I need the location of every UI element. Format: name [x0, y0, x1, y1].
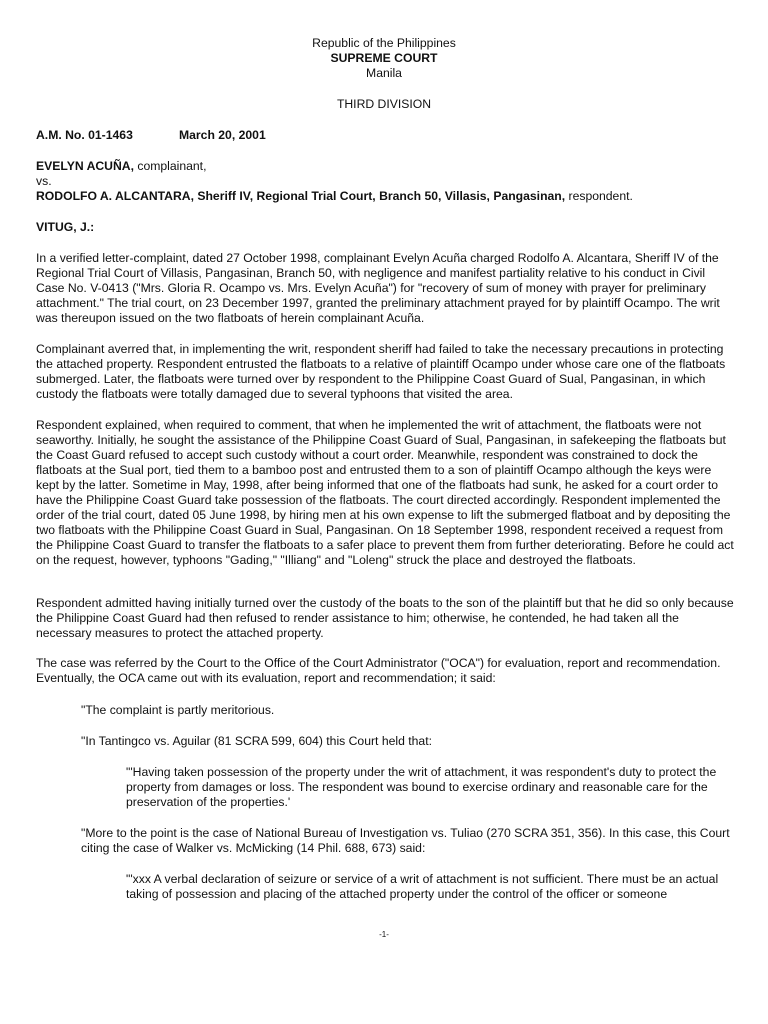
respondent-role: respondent.: [565, 189, 633, 203]
page-number: -1-: [379, 930, 389, 939]
quote-5-nested: "'xxx A verbal declaration of seizure or service of a writ of attachment is not sufficient. There must be an actual taking of possession and placing of the attached property under the control of the officer or someone: [126, 872, 719, 901]
division-title: THIRD DIVISION: [336, 97, 432, 111]
complainant-role: complainant,: [133, 159, 207, 173]
case-date: March 20, 2001: [179, 128, 266, 142]
case-number: A.M. No. 01-1463: [36, 128, 133, 142]
respondent-name: RODOLFO A. ALCANTARA, Sheriff IV, Regional Trial Court, Branch 50, Villasis, Pangasinan,: [36, 189, 566, 203]
complainant-name: EVELYN ACUÑA,: [36, 159, 134, 173]
quote-1: "The complaint is partly meritorious.: [81, 703, 275, 717]
paragraph-5: The case was referred by the Court to the Office of the Court Administrator ("OCA") for evaluation, report and recommendation. Eventually, the OCA came out with its evaluation, report and recommendation; it said:: [36, 656, 721, 685]
complainant-line: [36, 159, 206, 174]
header-republic: Republic of the Philippines: [312, 36, 456, 50]
header-city: Manila: [366, 66, 402, 80]
header-court: SUPREME COURT: [330, 51, 438, 65]
versus-text: vs.: [36, 174, 52, 188]
paragraph-3: Respondent explained, when required to comment, that when he implemented the writ of attachment, the flatboats were not seaworthy. Initially, he sought the assistance of the Philippine Coast Guard of Sual, Pangasinan, in safekeeping the flatboats but the Coast Guard refused to accept such custody without a court order. Meanwhile, respondent was constrained to dock the flatboats at the Sual port, tied them to a bamboo post and entrusted them to a son of plaintiff Ocampo although the keys were kept by the latter. Sometime in May, 1998, after being informed that one of the flatboats had sunk, he asked for a court order to have the Philippine Coast Guard take possession of the flatboats. The court directed accordingly. Respondent implemented the order of the trial court, dated 05 June 1998, by hiring men at his own expense to lift the submerged flatboat and by depositing the two flatboats with the Philippine Coast Guard in Sual, Pangasinan. On 18 September 1998, respondent received a request from the Philippine Coast Guard to transfer the flatboats to a safer place to prevent them from further deteriorating. Before he could act on the request, however, typhoons "Gading," "Illiang" and "Loleng" struck the place and destroyed the flatboats.: [36, 418, 734, 567]
quote-2: "In Tantingco vs. Aguilar (81 SCRA 599, 604) this Court held that:: [81, 734, 432, 748]
quote-4: "More to the point is the case of National Bureau of Investigation vs. Tuliao (270 SCRA 351, 356). In this case, this Court citing the case of Walker vs. McMicking (14 Phil. 688, 673) said:: [81, 826, 730, 855]
respondent-line: [36, 189, 746, 204]
paragraph-2: Complainant averred that, in implementing the writ, respondent sheriff had failed to take the necessary precautions in protecting the attached property. Respondent entrusted the flatboats to a relative of plaintiff Ocampo under whose care one of the flatboats submerged. Later, the flatboats were turned over by respondent to the Philippine Coast Guard of Sual, Pangasinan, in which custody the flatboats were totally damaged due to several typhoons that visited the area.: [36, 342, 726, 401]
paragraph-1: In a verified letter-complaint, dated 27 October 1998, complainant Evelyn Acuña charged Rodolfo A. Alcantara, Sheriff IV of the Regional Trial Court of Villasis, Pangasinan, Branch 50, with negligence and manifest partiality relative to his conduct in Civil Case No. V-0413 ("Mrs. Gloria R. Ocampo vs. Mrs. Evelyn Acuña") for "recovery of sum of money with prayer for preliminary attachment." The trial court, on 23 December 1997, granted the preliminary attachment prayed for by plaintiff Ocampo. The writ was thereupon issued on the two flatboats of herein complainant Acuña.: [36, 251, 720, 325]
paragraph-4: Respondent admitted having initially turned over the custody of the boats to the son of the plaintiff but that he did so only because the Philippine Coast Guard had then refused to render assistance to him; otherwise, he contended, he had taken all the necessary measures to protect the attached property.: [36, 596, 734, 640]
ponente: VITUG, J.:: [36, 220, 95, 234]
quote-3-nested: "'Having taken possession of the property under the writ of attachment, it was respondent's duty to protect the property from damages or loss. The respondent was bound to exercise ordinary and reasonable care for the preservation of the properties.': [126, 765, 717, 809]
